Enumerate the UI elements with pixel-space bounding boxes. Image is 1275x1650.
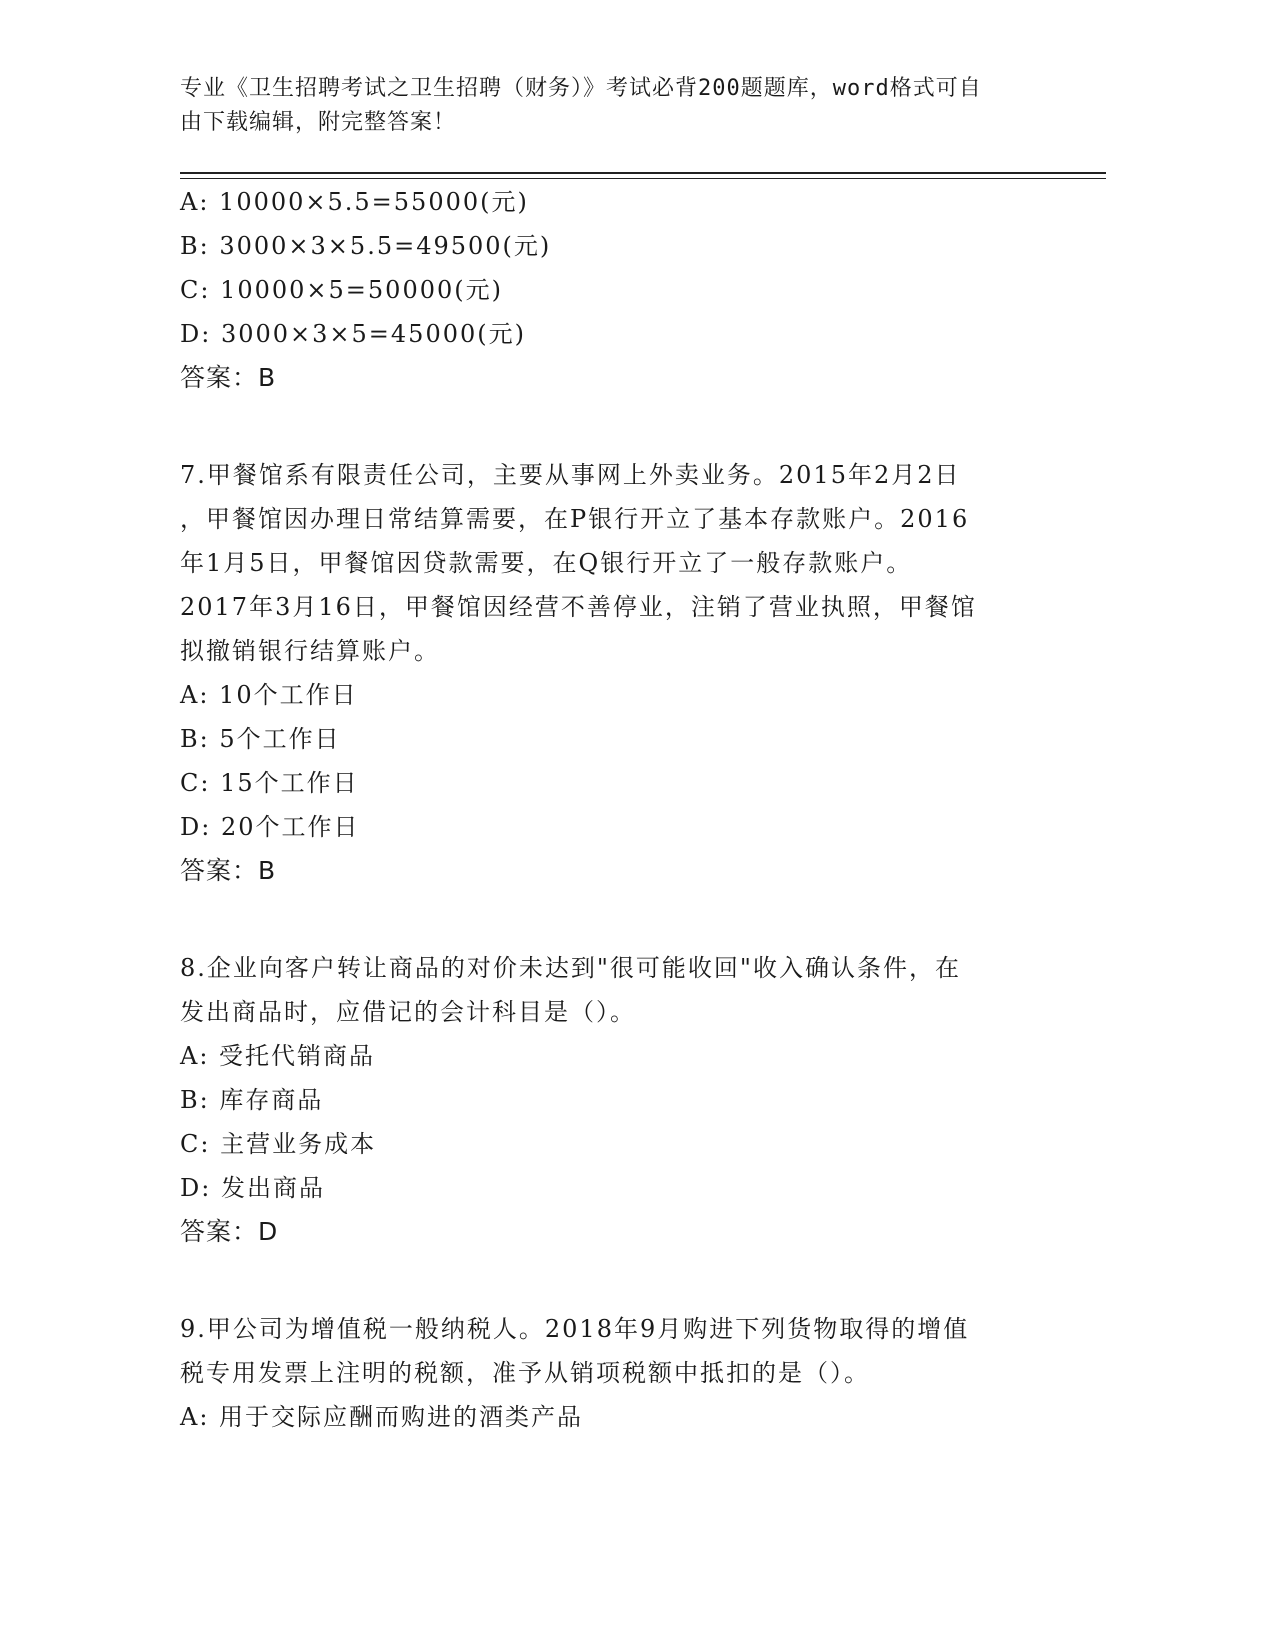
answer-line: 答案：B bbox=[180, 363, 277, 392]
question-stem-line: 2017年3月16日，甲餐馆因经营不善停业，注销了营业执照，甲餐馆 bbox=[180, 593, 977, 621]
spacer bbox=[180, 893, 1060, 946]
option-a: A: 10000×5.5=55000(元) bbox=[180, 188, 529, 216]
spacer bbox=[180, 1254, 1060, 1307]
option-c: C: 10000×5=50000(元) bbox=[180, 276, 503, 304]
question-stem-line: 8.企业向客户转让商品的对价未达到"很可能收回"收入确认条件，在 bbox=[180, 954, 961, 982]
header-line-1: 专业《卫生招聘考试之卫生招聘（财务）》考试必背200题题库，word格式可自 bbox=[180, 76, 982, 101]
option-d: D: 发出商品 bbox=[180, 1174, 325, 1202]
document-header bbox=[180, 72, 1060, 140]
header-line-2: 由下载编辑，附完整答案！ bbox=[180, 110, 457, 135]
question-stem-line: 7.甲餐馆系有限责任公司，主要从事网上外卖业务。2015年2月2日 bbox=[180, 461, 961, 489]
option-b: B: 5个工作日 bbox=[180, 725, 341, 753]
question-stem-line: 年1月5日，甲餐馆因贷款需要，在Q银行开立了一般存款账户。 bbox=[180, 549, 913, 577]
option-d: D: 3000×3×5=45000(元) bbox=[180, 320, 526, 348]
question-stem-line: 发出商品时，应借记的会计科目是（）。 bbox=[180, 998, 636, 1026]
option-b: B: 3000×3×5.5=49500(元) bbox=[180, 232, 552, 260]
option-a: A: 受托代销商品 bbox=[180, 1042, 376, 1070]
question-7 bbox=[180, 453, 1060, 893]
option-c: C: 15个工作日 bbox=[180, 769, 359, 797]
spacer bbox=[180, 400, 1060, 453]
option-b: B: 库存商品 bbox=[180, 1086, 324, 1114]
question-stem-line: 拟撤销银行结算账户。 bbox=[180, 637, 440, 665]
question-stem-line: ，甲餐馆因办理日常结算需要，在P银行开立了基本存款账户。2016 bbox=[180, 505, 970, 533]
question-list bbox=[180, 180, 1060, 1439]
answer-line: 答案：D bbox=[180, 1217, 279, 1246]
option-d: D: 20个工作日 bbox=[180, 813, 360, 841]
option-a: A: 10个工作日 bbox=[180, 681, 358, 709]
question-stem-line: 9.甲公司为增值税一般纳税人。2018年9月购进下列货物取得的增值 bbox=[180, 1315, 970, 1343]
option-a: A: 用于交际应酬而购进的酒类产品 bbox=[180, 1403, 584, 1431]
question-stem-line: 税专用发票上注明的税额，准予从销项税额中抵扣的是（）。 bbox=[180, 1359, 870, 1387]
question-9 bbox=[180, 1307, 1060, 1439]
question-8 bbox=[180, 946, 1060, 1254]
answer-line: 答案：B bbox=[180, 856, 277, 885]
option-c: C: 主营业务成本 bbox=[180, 1130, 377, 1158]
header-divider-bottom bbox=[180, 178, 1106, 179]
question-6 bbox=[180, 180, 1060, 400]
header-divider-top bbox=[180, 172, 1106, 174]
